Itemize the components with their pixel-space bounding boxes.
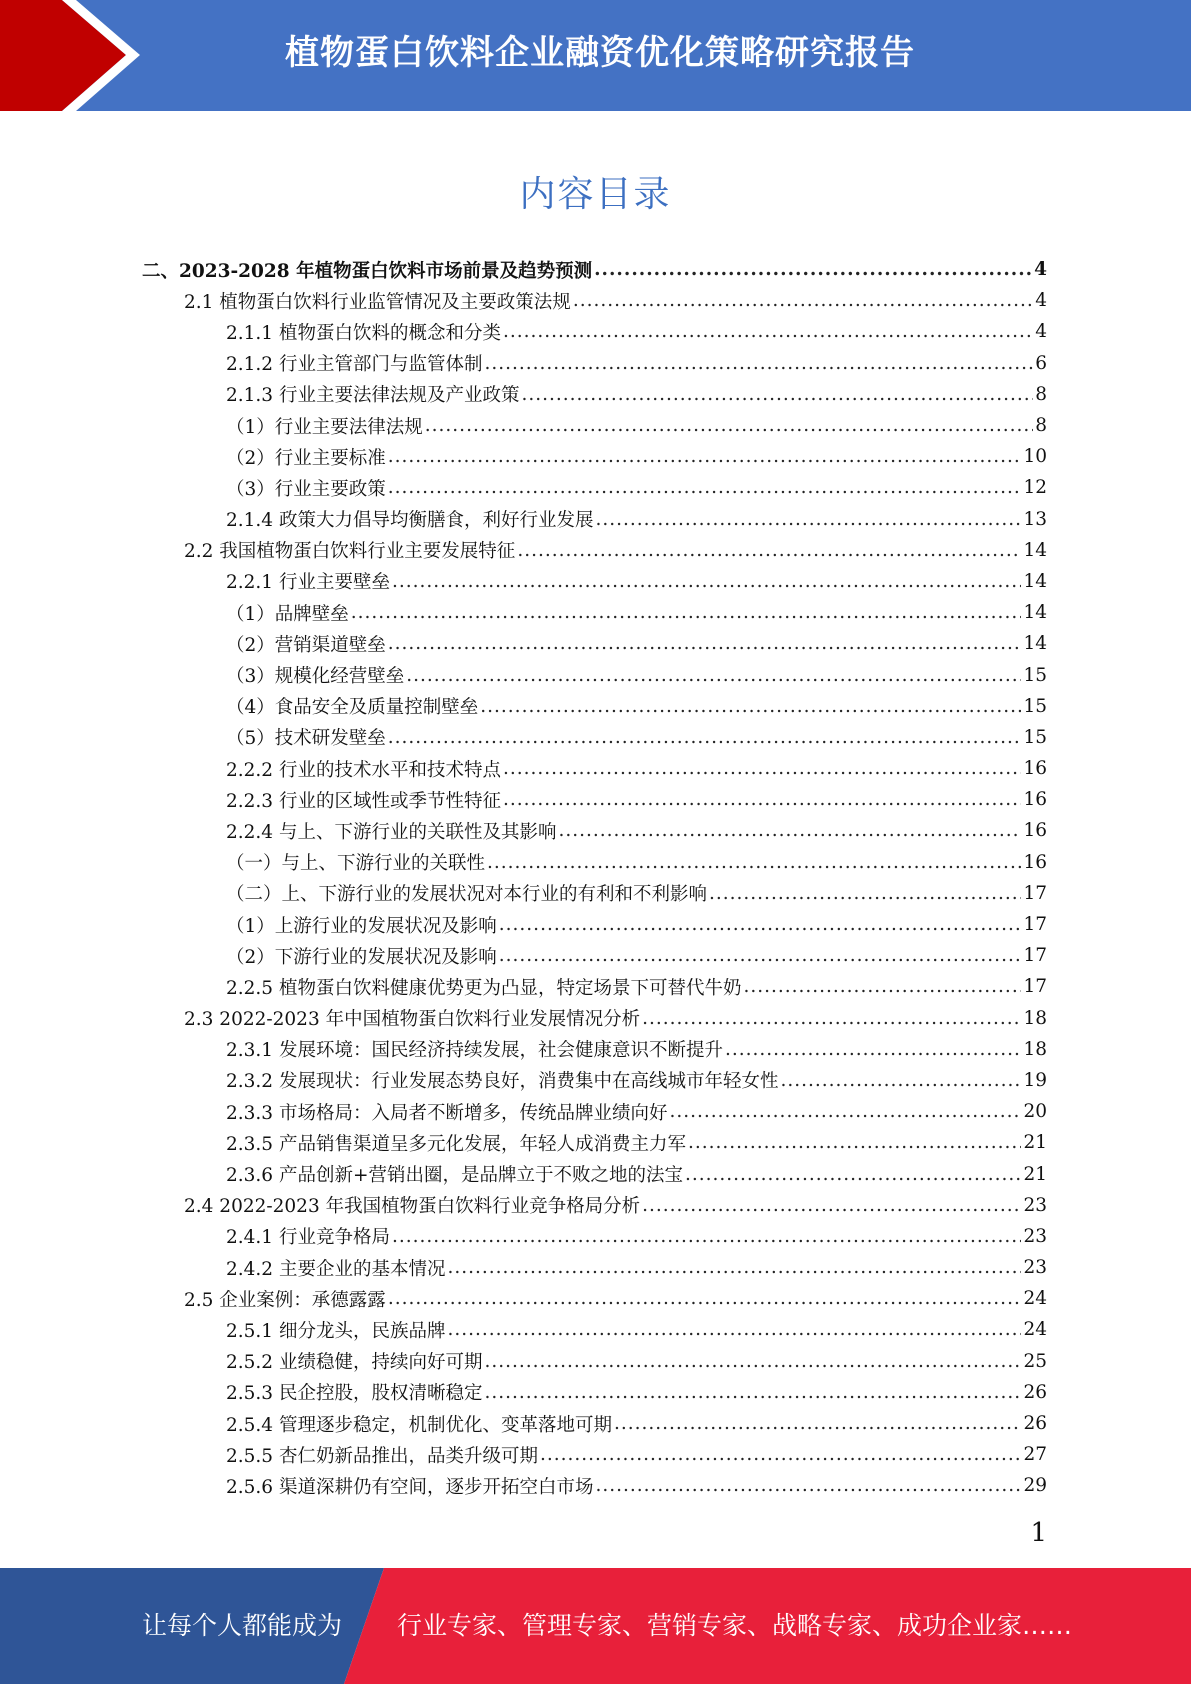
toc-entry[interactable] <box>0 410 1191 441</box>
toc-entry[interactable] <box>0 254 1191 285</box>
toc-entry-page: 17 <box>1023 976 1047 998</box>
toc-entry-label: 2.3.2 发展现状：行业发展态势良好，消费集中在高线城市年轻女性 <box>226 1071 779 1093</box>
toc-entry[interactable] <box>0 1034 1191 1065</box>
toc-entry[interactable] <box>0 940 1191 971</box>
toc-entry-label: （2）下游行业的发展状况及影响 <box>226 946 497 968</box>
toc-entry[interactable] <box>0 1408 1191 1439</box>
toc-entry-label: 2.5.6 渠道深耕仍有空间，逐步开拓空白市场 <box>226 1476 594 1498</box>
toc-entry-label: （一）与上、下游行业的关联性 <box>226 853 486 875</box>
header-red-chevron-icon <box>0 0 160 111</box>
toc-entry-page: 14 <box>1023 602 1047 624</box>
table-of-contents <box>0 254 1191 1502</box>
toc-entry-page: 15 <box>1023 664 1047 686</box>
toc-entry-label: 2.2 我国植物蛋白饮料行业主要发展特征 <box>184 541 516 563</box>
toc-entry-label: 2.1.3 行业主要法律法规及产业政策 <box>226 385 520 407</box>
toc-entry-label: （1）行业主要法律法规 <box>226 416 423 438</box>
toc-entry[interactable] <box>0 441 1191 472</box>
toc-entry-page: 6 <box>1035 352 1047 374</box>
toc-leader-dots <box>499 945 1022 966</box>
toc-leader-dots <box>594 259 1032 280</box>
toc-entry-page: 4 <box>1035 321 1047 343</box>
toc-entry-page: 25 <box>1023 1350 1047 1372</box>
toc-entry[interactable] <box>0 628 1191 659</box>
toc-leader-dots <box>388 446 1022 467</box>
toc-leader-dots <box>725 1039 1021 1060</box>
toc-entry-label: 2.1.2 行业主管部门与监管体制 <box>226 354 483 376</box>
footer-slogan-left: 让每个人都能成为 <box>142 1611 343 1640</box>
toc-leader-dots <box>688 1132 1021 1153</box>
toc-leader-dots <box>447 1257 1021 1278</box>
toc-leader-dots <box>484 1382 1021 1403</box>
toc-leader-dots <box>669 1101 1021 1122</box>
toc-entry-page: 24 <box>1023 1288 1047 1310</box>
toc-entry[interactable] <box>0 316 1191 347</box>
toc-entry-page: 8 <box>1035 383 1047 405</box>
toc-leader-dots <box>573 290 1033 311</box>
toc-entry-page: 20 <box>1023 1101 1047 1123</box>
toc-entry[interactable] <box>0 1283 1191 1314</box>
toc-entry-label: （3）规模化经营壁垒 <box>226 666 405 688</box>
toc-entry[interactable] <box>0 1377 1191 1408</box>
toc-leader-dots <box>780 1070 1021 1091</box>
report-title: 植物蛋白饮料企业融资优化策略研究报告 <box>285 33 915 73</box>
toc-entry-label: 2.2.1 行业主要壁垒 <box>226 572 390 594</box>
toc-leader-dots <box>503 321 1033 342</box>
toc-entry-page: 23 <box>1023 1257 1047 1279</box>
toc-entry[interactable] <box>0 504 1191 535</box>
toc-entry-label: 2.2.3 行业的区域性或季节性特征 <box>226 790 501 812</box>
toc-entry[interactable] <box>0 1439 1191 1470</box>
toc-entry-page: 14 <box>1023 539 1047 561</box>
toc-entry-label: （2）营销渠道壁垒 <box>226 634 386 656</box>
toc-leader-dots <box>558 820 1021 841</box>
toc-leader-dots <box>642 1008 1021 1029</box>
toc-entry-label: （4）食品安全及质量控制壁垒 <box>226 697 479 719</box>
toc-entry[interactable] <box>0 535 1191 566</box>
toc-entry-label: 2.2.5 植物蛋白饮料健康优势更为凸显，特定场景下可替代牛奶 <box>226 977 742 999</box>
toc-entry-label: 2.3.1 发展环境：国民经济持续发展，社会健康意识不断提升 <box>226 1040 723 1062</box>
toc-entry[interactable] <box>0 1127 1191 1158</box>
toc-entry-label: 2.2.2 行业的技术水平和技术特点 <box>226 759 501 781</box>
toc-entry-label: 2.4.1 行业竞争格局 <box>226 1227 390 1249</box>
toc-leader-dots <box>392 1226 1021 1247</box>
toc-leader-dots <box>521 384 1033 405</box>
toc-entry-label: 2.5.3 民企控股，股权清晰稳定 <box>226 1383 483 1405</box>
toc-leader-dots <box>499 914 1022 935</box>
toc-entry-page: 13 <box>1023 508 1047 530</box>
toc-entry-page: 26 <box>1023 1413 1047 1435</box>
toc-entry-page: 21 <box>1023 1132 1047 1154</box>
toc-leader-dots <box>484 353 1033 374</box>
toc-leader-dots <box>447 1319 1021 1340</box>
toc-entry-page: 17 <box>1023 882 1047 904</box>
toc-entry[interactable] <box>0 815 1191 846</box>
toc-leader-dots <box>503 789 1021 810</box>
toc-entry[interactable] <box>0 1190 1191 1221</box>
toc-leader-dots <box>614 1413 1021 1434</box>
toc-leader-dots <box>351 602 1022 623</box>
toc-heading: 内容目录 <box>519 174 672 215</box>
toc-entry-label: 2.3.5 产品销售渠道呈多元化发展，年轻人成消费主力军 <box>226 1133 686 1155</box>
toc-entry-page: 8 <box>1035 415 1047 437</box>
toc-entry[interactable] <box>0 348 1191 379</box>
toc-leader-dots <box>388 727 1022 748</box>
toc-entry-label: 2.4 2022-2023 年我国植物蛋白饮料行业竞争格局分析 <box>184 1196 641 1218</box>
toc-entry-page: 4 <box>1034 259 1047 281</box>
toc-entry[interactable] <box>0 1314 1191 1345</box>
toc-entry-label: 2.1.1 植物蛋白饮料的概念和分类 <box>226 322 501 344</box>
toc-leader-dots <box>743 976 1021 997</box>
toc-leader-dots <box>709 883 1021 904</box>
toc-entry[interactable] <box>0 753 1191 784</box>
toc-leader-dots <box>503 758 1021 779</box>
toc-entry[interactable] <box>0 285 1191 316</box>
toc-entry[interactable] <box>0 847 1191 878</box>
toc-entry-label: （3）行业主要政策 <box>226 478 386 500</box>
toc-leader-dots <box>392 571 1021 592</box>
toc-entry-label: （二）上、下游行业的发展状况对本行业的有利和不利影响 <box>226 884 708 906</box>
toc-leader-dots <box>685 1164 1021 1185</box>
toc-entry-label: （1）品牌壁垒 <box>226 603 349 625</box>
toc-entry-label: 二、2023-2028 年植物蛋白饮料市场前景及趋势预测 <box>142 260 593 282</box>
toc-leader-dots <box>425 415 1033 436</box>
toc-entry-page: 24 <box>1023 1319 1047 1341</box>
toc-entry-label: 2.5.4 管理逐步稳定，机制优化、变革落地可期 <box>226 1414 612 1436</box>
toc-entry-page: 4 <box>1035 290 1047 312</box>
toc-entry-label: 2.3.3 市场格局：入局者不断增多，传统品牌业绩向好 <box>226 1102 668 1124</box>
toc-leader-dots <box>484 1351 1021 1372</box>
toc-entry-label: （1）上游行业的发展状况及影响 <box>226 915 497 937</box>
toc-leader-dots <box>595 1475 1021 1496</box>
toc-entry-page: 16 <box>1023 758 1047 780</box>
toc-entry[interactable] <box>0 659 1191 690</box>
toc-entry[interactable] <box>0 722 1191 753</box>
toc-entry[interactable] <box>0 691 1191 722</box>
toc-entry[interactable] <box>0 1346 1191 1377</box>
toc-entry[interactable] <box>0 1221 1191 1252</box>
toc-entry[interactable] <box>0 1158 1191 1189</box>
toc-entry-label: 2.4.2 主要企业的基本情况 <box>226 1258 446 1280</box>
toc-entry-label: 2.5.1 细分龙头，民族品牌 <box>226 1320 446 1342</box>
toc-entry-page: 18 <box>1023 1038 1047 1060</box>
toc-leader-dots <box>540 1444 1021 1465</box>
toc-entry[interactable] <box>0 1252 1191 1283</box>
toc-entry[interactable] <box>0 566 1191 597</box>
toc-leader-dots <box>406 665 1021 686</box>
toc-entry[interactable] <box>0 379 1191 410</box>
page-number: 1 <box>1030 1518 1047 1548</box>
toc-entry-page: 19 <box>1023 1069 1047 1091</box>
toc-entry-label: 2.3 2022-2023 年中国植物蛋白饮料行业发展情况分析 <box>184 1009 641 1031</box>
toc-entry[interactable] <box>0 472 1191 503</box>
toc-entry-label: 2.5 企业案例：承德露露 <box>184 1289 386 1311</box>
toc-entry-page: 14 <box>1023 570 1047 592</box>
toc-entry-label: （5）技术研发壁垒 <box>226 728 386 750</box>
toc-entry-label: （2）行业主要标准 <box>226 447 386 469</box>
toc-leader-dots <box>595 509 1021 530</box>
toc-entry-page: 18 <box>1023 1007 1047 1029</box>
toc-leader-dots <box>388 477 1022 498</box>
toc-entry-page: 23 <box>1023 1225 1047 1247</box>
toc-entry-page: 17 <box>1023 914 1047 936</box>
toc-entry-page: 10 <box>1023 446 1047 468</box>
toc-entry[interactable] <box>0 878 1191 909</box>
toc-entry-page: 26 <box>1023 1381 1047 1403</box>
toc-leader-dots <box>642 1195 1021 1216</box>
toc-entry-label: 2.1.4 政策大力倡导均衡膳食，利好行业发展 <box>226 510 594 532</box>
toc-entry[interactable] <box>0 597 1191 628</box>
toc-entry[interactable] <box>0 971 1191 1002</box>
toc-entry-label: 2.5.5 杏仁奶新品推出，品类升级可期 <box>226 1445 538 1467</box>
toc-leader-dots <box>388 1288 1022 1309</box>
toc-entry-page: 14 <box>1023 633 1047 655</box>
header-banner <box>0 0 1191 111</box>
toc-entry-page: 16 <box>1023 789 1047 811</box>
toc-entry[interactable] <box>0 1003 1191 1034</box>
toc-entry-page: 17 <box>1023 945 1047 967</box>
toc-entry-page: 15 <box>1023 695 1047 717</box>
toc-entry-label: 2.5.2 业绩稳健，持续向好可期 <box>226 1352 483 1374</box>
footer-slogan-right: 行业专家、管理专家、营销专家、战略专家、成功企业家…… <box>397 1611 1073 1640</box>
toc-entry-page: 27 <box>1023 1444 1047 1466</box>
toc-entry-page: 16 <box>1023 851 1047 873</box>
toc-entry-page: 23 <box>1023 1194 1047 1216</box>
toc-leader-dots <box>487 852 1021 873</box>
toc-entry[interactable] <box>0 1065 1191 1096</box>
toc-entry[interactable] <box>0 1096 1191 1127</box>
toc-entry-label: 2.1 植物蛋白饮料行业监管情况及主要政策法规 <box>184 291 571 313</box>
toc-entry-page: 29 <box>1023 1475 1047 1497</box>
toc-entry-label: 2.3.6 产品创新+营销出圈，是品牌立于不败之地的法宝 <box>226 1165 683 1187</box>
toc-entry-page: 12 <box>1023 477 1047 499</box>
toc-entry-label: 2.2.4 与上、下游行业的关联性及其影响 <box>226 821 557 843</box>
toc-entry[interactable] <box>0 1470 1191 1501</box>
toc-leader-dots <box>517 540 1021 561</box>
toc-entry[interactable] <box>0 784 1191 815</box>
toc-entry[interactable] <box>0 909 1191 940</box>
toc-entry-page: 16 <box>1023 820 1047 842</box>
toc-leader-dots <box>480 696 1021 717</box>
toc-entry-page: 21 <box>1023 1163 1047 1185</box>
toc-leader-dots <box>388 633 1022 654</box>
toc-entry-page: 15 <box>1023 726 1047 748</box>
